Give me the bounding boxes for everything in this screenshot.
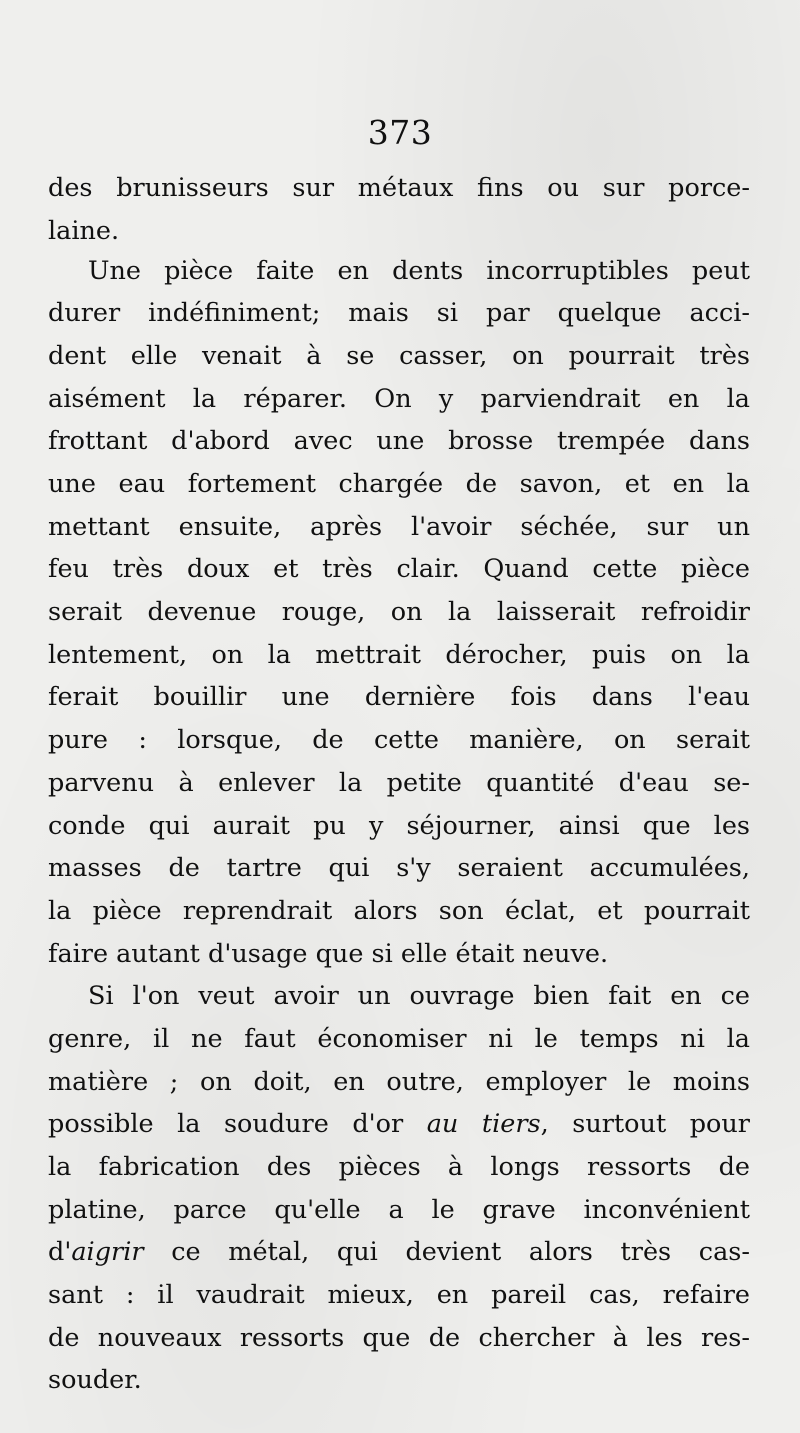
text-line: conde qui aurait pu y séjourner, ainsi que les bbox=[48, 811, 750, 841]
text-line: aisément la réparer. On y parviendrait en la bbox=[48, 384, 750, 414]
text-line: faire autant d'usage que si elle était neuve. bbox=[48, 939, 609, 969]
italic-text: au tiers bbox=[426, 1109, 541, 1139]
text-line: masses de tartre qui s'y seraient accumulées, bbox=[48, 853, 750, 883]
text-line: une eau fortement chargée de savon, et en la bbox=[48, 469, 750, 499]
page-number: 373 bbox=[367, 113, 433, 152]
text-line-segment: possible la soudure d'or bbox=[48, 1109, 427, 1139]
text-line: des brunisseurs sur métaux fins ou sur porce- bbox=[48, 173, 750, 203]
text-line: platine, parce qu'elle a le grave inconvénient bbox=[48, 1195, 750, 1225]
text-line: serait devenue rouge, on la laisserait refroidir bbox=[48, 597, 750, 627]
text-line: souder. bbox=[48, 1365, 142, 1395]
text-line-segment: d' bbox=[48, 1237, 72, 1267]
text-line: pure : lorsque, de cette manière, on serait bbox=[48, 725, 750, 755]
text-line: mettant ensuite, après l'avoir séchée, sur un bbox=[48, 512, 750, 542]
text-line: la pièce reprendrait alors son éclat, et pourrait bbox=[48, 896, 750, 926]
text-line: frottant d'abord avec une brosse trempée dans bbox=[48, 426, 750, 456]
text-line: sant : il vaudrait mieux, en pareil cas, refaire bbox=[48, 1280, 750, 1310]
text-line: matière ; on doit, en outre, employer le moins bbox=[48, 1067, 750, 1097]
text-line: genre, il ne faut économiser ni le temps ni la bbox=[48, 1024, 750, 1054]
italic-text: aigrir bbox=[71, 1237, 144, 1267]
text-line: laine. bbox=[48, 216, 120, 246]
text-line-segment: , surtout pour bbox=[540, 1109, 750, 1139]
paragraph-first-line: Une pièce faite en dents incorruptibles peut bbox=[88, 256, 750, 286]
paragraph-first-line: Si l'on veut avoir un ouvrage bien fait en ce bbox=[88, 981, 750, 1011]
text-line: ferait bouillir une dernière fois dans l'eau bbox=[48, 682, 750, 712]
text-line: durer indéfiniment; mais si par quelque acci- bbox=[48, 298, 750, 328]
text-line bbox=[48, 1104, 750, 1144]
text-line: de nouveaux ressorts que de chercher à les res- bbox=[48, 1323, 750, 1353]
text-line bbox=[48, 1232, 750, 1272]
text-line-segment: ce métal, qui devient alors très cas- bbox=[143, 1237, 750, 1267]
text-line: parvenu à enlever la petite quantité d'eau se- bbox=[48, 768, 750, 798]
text-line: lentement, on la mettrait dérocher, puis on la bbox=[48, 640, 750, 670]
text-line: feu très doux et très clair. Quand cette pièce bbox=[48, 554, 750, 584]
text-line: la fabrication des pièces à longs ressorts de bbox=[48, 1152, 750, 1182]
text-line: dent elle venait à se casser, on pourrait très bbox=[48, 341, 750, 371]
